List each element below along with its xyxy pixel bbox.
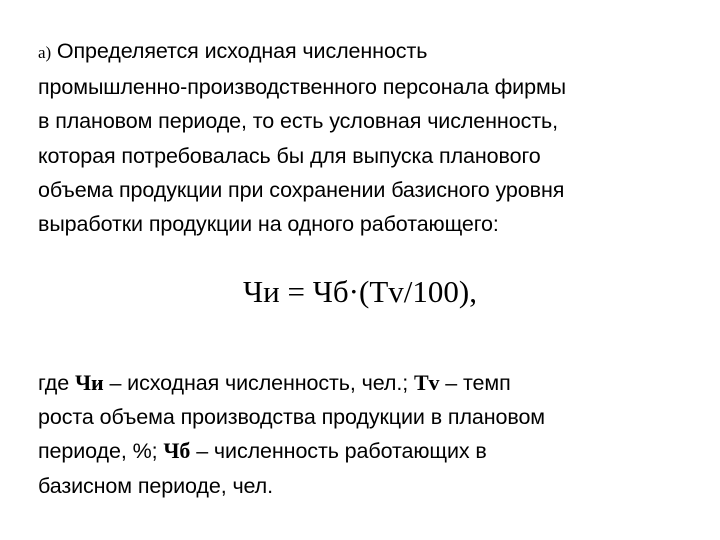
text-line: роста объема производства продукции в плановом xyxy=(38,405,545,430)
text-line: в плановом периоде, то есть условная численность, xyxy=(38,109,558,134)
symbol-tv: Tv xyxy=(413,370,440,395)
text-line: которая потребовалась бы для выпуска планового xyxy=(38,143,541,168)
list-marker: а) xyxy=(38,43,52,62)
paragraph-intro xyxy=(38,34,698,241)
text-line: выработки продукции на одного работающего: xyxy=(38,212,499,237)
text-line xyxy=(38,366,698,400)
paragraph-definitions xyxy=(38,366,698,503)
text-segment: периоде, %; xyxy=(38,439,164,464)
text-line: объема продукции при сохранении базисного уровня xyxy=(38,177,565,202)
text-line xyxy=(38,434,698,468)
text-line: промышленно-производственного персонала фирмы xyxy=(38,75,566,100)
text-segment: – численность работающих в xyxy=(190,439,487,464)
text-line: базисном периоде, чел. xyxy=(38,473,274,498)
text-segment: Определяется исходная численность xyxy=(56,39,428,63)
text-segment: где xyxy=(38,371,75,395)
symbol-chb: Чб xyxy=(163,438,191,464)
text-segment: – исходная численность, чел.; xyxy=(103,371,414,395)
text-line xyxy=(38,34,698,70)
formula: Чи = Чб·(Tv/100), xyxy=(243,274,477,309)
symbol-chi: Чи xyxy=(74,370,104,395)
text-segment: – темп xyxy=(439,371,511,395)
